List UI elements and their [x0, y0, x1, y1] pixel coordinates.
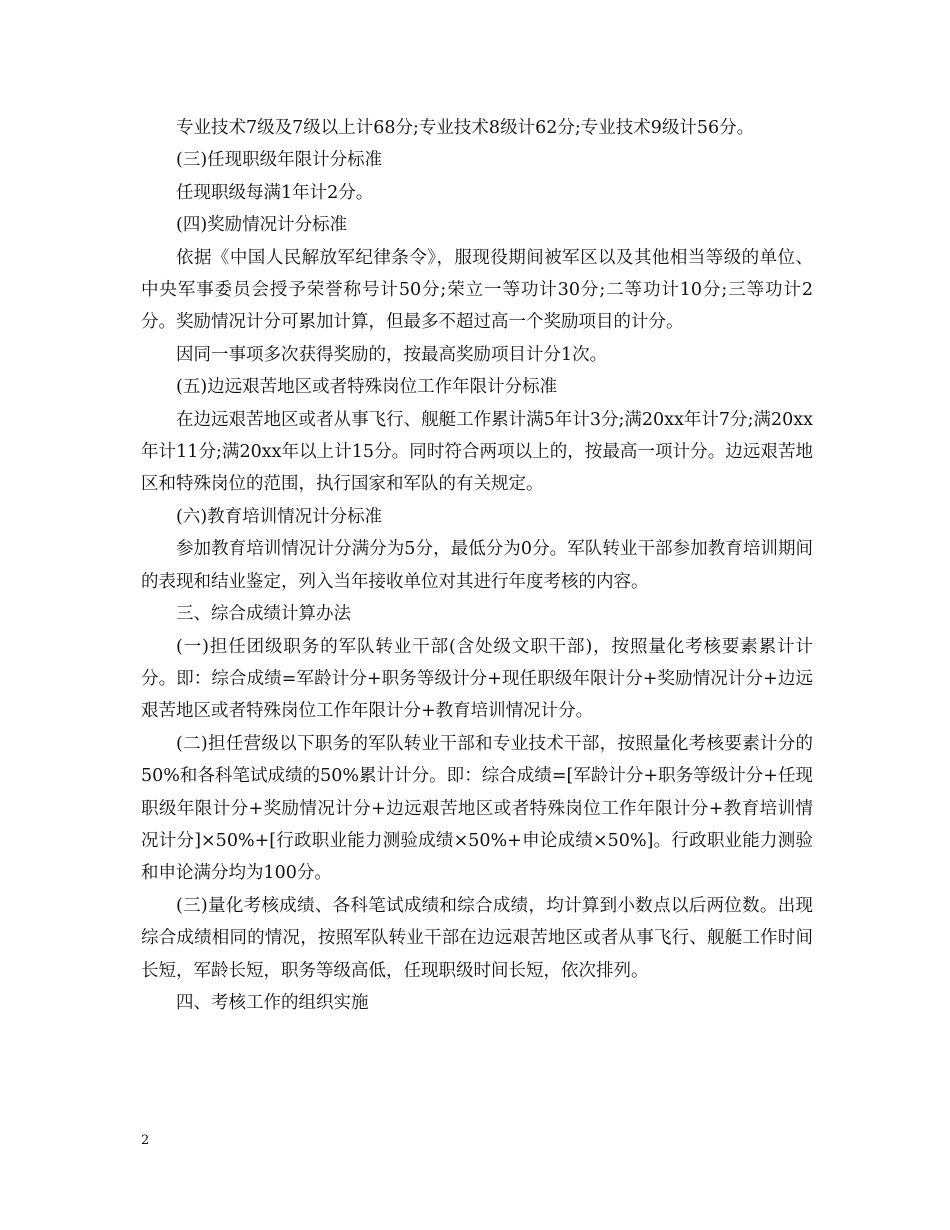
paragraph: 专业技术7级及7级以上计68分;专业技术8级计62分;专业技术9级计56分。 [176, 118, 755, 138]
document-body [141, 112, 813, 1019]
paragraph: (三)量化考核成绩、各科笔试成绩和综合成绩，均计算到小数点以后两位数。出现综合成绩相同的情况，按照军队转业干部在边远艰苦地区或者从事飞行、舰艇工作时间长短，军龄长短，职务等级高低，任现职级时间长短，依次排列。 [141, 895, 813, 981]
section-heading: 四、考核工作的组织实施 [176, 992, 369, 1013]
section-heading: (六)教育培训情况计分标准 [176, 506, 383, 527]
paragraph: (二)担任营级以下职务的军队转业干部和专业技术干部，按照量化考核要素计分的50%和各科笔试成绩的50%累计计分。即：综合成绩=[军龄计分+职务等级计分+任现职级年限计分+奖励情况计分+边远艰苦地区或者特殊岗位工作年限计分+教育培训情况计分]×50%+[行政职业能力测验成绩×50%+申论成绩×50%]。行政职业能力测验和申论满分均为100分。 [141, 733, 813, 884]
section-heading: 三、综合成绩计算办法 [176, 604, 351, 625]
page-number: 2 [141, 1133, 150, 1148]
paragraph: 依据《中国人民解放军纪律条令》，服现役期间被军区以及其他相当等级的单位、中央军事委员会授予荣誉称号计50分;荣立一等功计30分;二等功计10分;三等功计2分。奖励情况计分可累加计算，但最多不超过高一个奖励项目的计分。 [141, 247, 813, 333]
section-heading: (四)奖励情况计分标准 [176, 215, 348, 236]
paragraph: 任现职级每满1年计2分。 [176, 182, 374, 203]
section-heading: (三)任现职级年限计分标准 [176, 150, 383, 171]
paragraph: 在边远艰苦地区或者从事飞行、舰艇工作累计满5年计3分;满20xx年计7分;满20xx年计11分;满20xx年以上计15分。同时符合两项以上的，按最高一项计分。边远艰苦地区和特殊岗位的范围，执行国家和军队的有关规定。 [141, 409, 813, 495]
paragraph: (一)担任团级职务的军队转业干部(含处级文职干部)，按照量化考核要素累计计分。即：综合成绩=军龄计分+职务等级计分+现任职级年限计分+奖励情况计分+边远艰苦地区或者特殊岗位工作年限计分+教育培训情况计分。 [141, 636, 813, 722]
paragraph: 参加教育培训情况计分满分为5分，最低分为0分。军队转业干部参加教育培训期间的表现和结业鉴定，列入当年接收单位对其进行年度考核的内容。 [141, 539, 813, 592]
section-heading: (五)边远艰苦地区或者特殊岗位工作年限计分标准 [176, 377, 558, 398]
paragraph: 因同一事项多次获得奖励的，按最高奖励项目计分1次。 [176, 344, 608, 365]
